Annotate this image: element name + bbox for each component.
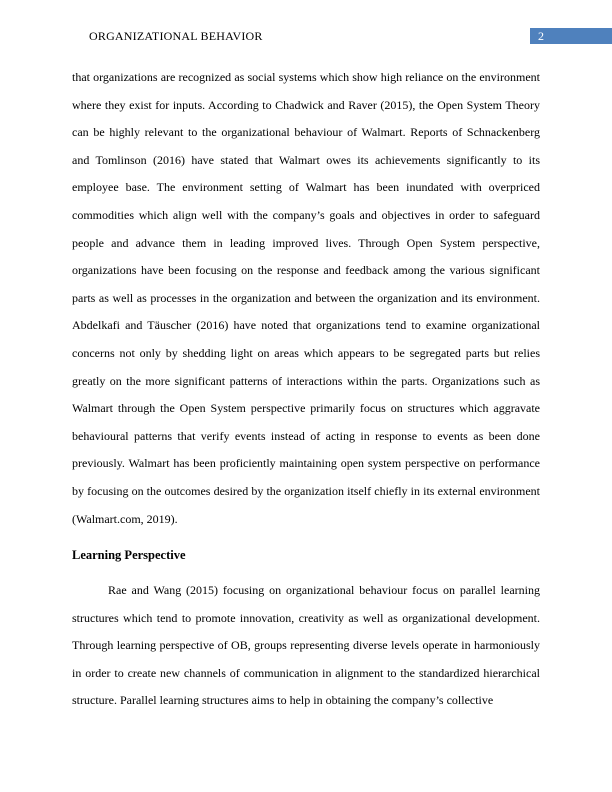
document-body — [72, 64, 540, 715]
page-number: 2 — [530, 28, 612, 44]
running-head-title: ORGANIZATIONAL BEHAVIOR — [89, 29, 263, 43]
section-heading-learning-perspective: Learning Perspective — [72, 548, 186, 563]
body-paragraph-open-system: that organizations are recognized as social systems which show high reliance on the environment where they exist for inputs. According to Chadwick and Raver (2015), the Open System Theory can be highly relevant to the organizational behaviour of Walmart. Reports of Schnackenberg and Tomlinson (2016) have stated that Walmart owes its achievements significantly to its employee base. The environment setting of Walmart has been inundated with overpriced commodities which align well with the company’s goals and objectives in order to safeguard people and advance them in leading improved lives. Through Open System perspective, organizations have been focusing on the response and feedback among the various significant parts as well as processes in the organization and between the organization and its environment. Abdelkafi and Täuscher (2016) have noted that organizations tend to examine organizational concerns not only by shedding light on areas which appears to be segregated parts but relies greatly on the more significant patterns of interactions within the parts. Organizations such as Walmart through the Open System perspective primarily focus on structures which aggravate behavioural patterns that verify events instead of acting in response to events as been done previously. Walmart has been proficiently maintaining open system perspective on performance by focusing on the outcomes desired by the organization itself chiefly in its external environment (Walmart.com, 2019). — [72, 70, 540, 526]
body-paragraph-learning: Rae and Wang (2015) focusing on organizational behaviour focus on parallel learning structures which tend to promote innovation, creativity as well as organizational development. Through learning perspective of OB, groups representing diverse levels operate in harmoniously in order to create new channels of communication in alignment to the standardized hierarchical structure. Parallel learning structures aims to help in obtaining the company’s collective — [72, 583, 540, 708]
